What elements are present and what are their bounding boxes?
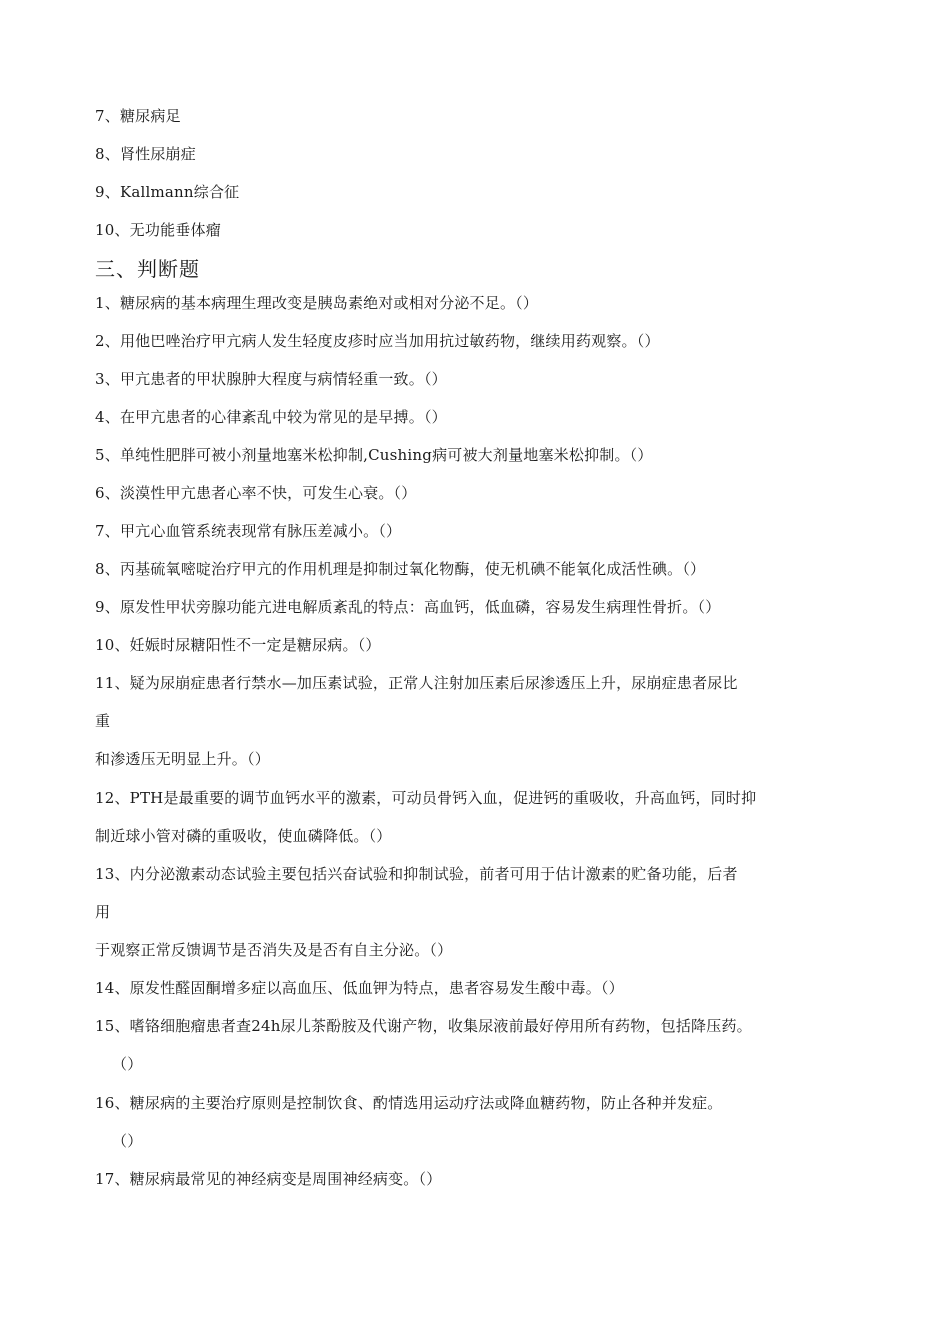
question-line: 和渗透压无明显上升。（）: [95, 750, 270, 768]
term-item: 8、肾性尿崩症: [95, 145, 196, 163]
question-line: 12、PTH是最重要的调节血钙水平的激素，可动员骨钙入血，促进钙的重吸收，升高血钙，同时抑: [95, 789, 757, 807]
question-line: 用: [95, 903, 111, 921]
question-line: 重: [95, 712, 111, 730]
question-line: 3、甲亢患者的甲状腺肿大程度与病情轻重一致。（）: [95, 370, 447, 388]
question-line: 16、糖尿病的主要治疗原则是控制饮食、酌情选用运动疗法或降血糖药物，防止各种并发症。: [95, 1094, 723, 1112]
question-line: 2、用他巴唑治疗甲亢病人发生轻度皮疹时应当加用抗过敏药物，继续用药观察。（）: [95, 332, 660, 350]
question-line: 制近球小管对磷的重吸收，使血磷降低。（）: [95, 827, 392, 845]
question-line: 于观察正常反馈调节是否消失及是否有自主分泌。（）: [95, 941, 453, 959]
question-line: 1、糖尿病的基本病理生理改变是胰岛素绝对或相对分泌不足。（）: [95, 294, 539, 312]
question-line: 11、疑为尿崩症患者行禁水—加压素试验，正常人注射加压素后尿渗透压上升，尿崩症患者尿比: [95, 674, 738, 692]
section-heading: 三、判断题: [95, 257, 200, 281]
question-line: 5、单纯性肥胖可被小剂量地塞米松抑制,Cushing病可被大剂量地塞米松抑制。（）: [95, 446, 653, 464]
question-line: 6、淡漠性甲亢患者心率不快，可发生心衰。（）: [95, 484, 417, 502]
question-line: 17、糖尿病最常见的神经病变是周围神经病变。（）: [95, 1170, 442, 1188]
question-line: 4、在甲亢患者的心律紊乱中较为常见的是早搏。（）: [95, 408, 447, 426]
question-line: 8、丙基硫氧嘧啶治疗甲亢的作用机理是抑制过氧化物酶，使无机碘不能氧化成活性碘。（）: [95, 560, 706, 578]
question-line: 14、原发性醛固酮增多症以高血压、低血钾为特点，患者容易发生酸中毒。（）: [95, 979, 624, 997]
question-line: 10、妊娠时尿糖阳性不一定是糖尿病。（）: [95, 636, 381, 654]
question-line: 7、甲亢心血管系统表现常有脉压差减小。（）: [95, 522, 402, 540]
answer-blank: （）: [112, 1055, 143, 1073]
question-line: 9、原发性甲状旁腺功能亢进电解质紊乱的特点：高血钙，低血磷，容易发生病理性骨折。（）: [95, 598, 721, 616]
question-line: 13、内分泌激素动态试验主要包括兴奋试验和抑制试验，前者可用于估计激素的贮备功能，后者: [95, 865, 738, 883]
answer-blank: （）: [112, 1132, 143, 1150]
question-line: 15、嗜铬细胞瘤患者查24h尿儿茶酚胺及代谢产物，收集尿液前最好停用所有药物，包括降压药。: [95, 1017, 752, 1035]
term-item: 7、糖尿病足: [95, 107, 181, 125]
term-item: 9、Kallmann综合征: [95, 183, 240, 201]
term-item: 10、无功能垂体瘤: [95, 221, 221, 239]
